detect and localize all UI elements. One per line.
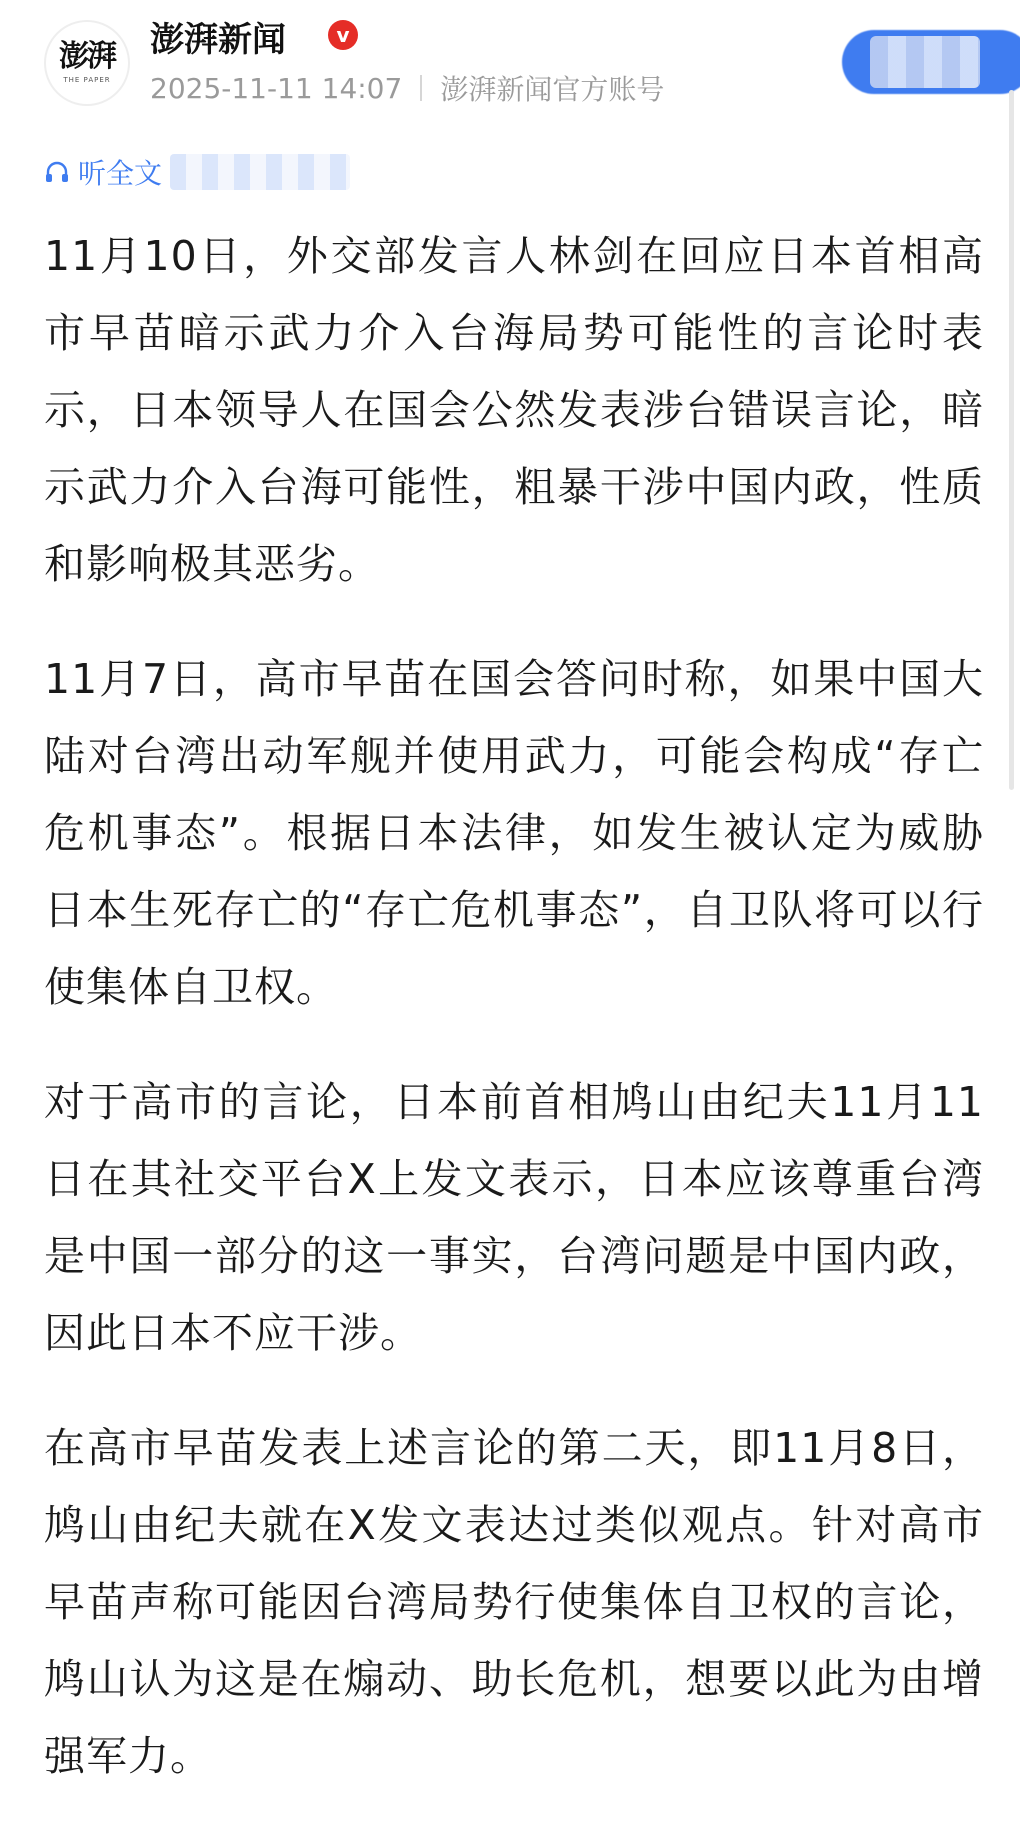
article-paragraph: 对于高市的言论，日本前首相鸠山由纪夫11月11日在其社交平台X上发文表示，日本应该尊重台湾是中国一部分的这一事实，台湾问题是中国内政，因此日本不应干涉。 (44, 1078, 984, 1357)
account-avatar[interactable] (44, 20, 130, 106)
article-body (44, 218, 984, 1833)
avatar-logo-text: 澎湃 (59, 39, 115, 74)
article-paragraph: 11月7日，高市早苗在国会答问时称，如果中国大陆对台湾出动军舰并使用武力，可能会构成“存亡危机事态”。根据日本法律，如发生被认定为威胁日本生死存亡的“存亡危机事态”，自卫队将可以行使集体自卫权。 (44, 655, 984, 1011)
verified-badge-icon: v (328, 20, 358, 50)
follow-button-blur-overlay (870, 36, 980, 88)
article-paragraph: 在高市早苗发表上述言论的第二天，即11月8日，鸠山由纪夫就在X发文表达过类似观点。针对高市早苗声称可能因台湾局势行使集体自卫权的言论，鸠山认为这是在煽动、助长危机，想要以此为由增强军力。 (44, 1424, 984, 1780)
account-name[interactable]: 澎湃新闻 (150, 20, 286, 60)
headphone-icon (44, 159, 70, 185)
post-timestamp: 2025-11-11 14:07 (150, 71, 403, 105)
avatar-logo-subtext: THE PAPER (63, 76, 111, 84)
listen-full-text-button[interactable] (44, 152, 162, 192)
listen-full-text-label: 听全文 (78, 157, 163, 190)
listen-row-blur-overlay (170, 154, 350, 190)
article-header (0, 0, 1020, 130)
scrollbar-thumb[interactable] (1009, 90, 1014, 790)
meta-divider (420, 75, 422, 101)
account-type-label: 澎湃新闻官方账号 (440, 73, 665, 106)
article-paragraph: 11月10日，外交部发言人林剑在回应日本首相高市早苗暗示武力介入台海局势可能性的言论时表示，日本领导人在国会公然发表涉台错误言论，暗示武力介入台海可能性，粗暴干涉中国内政，性质和影响极其恶劣。 (44, 232, 984, 588)
post-meta (150, 68, 664, 108)
